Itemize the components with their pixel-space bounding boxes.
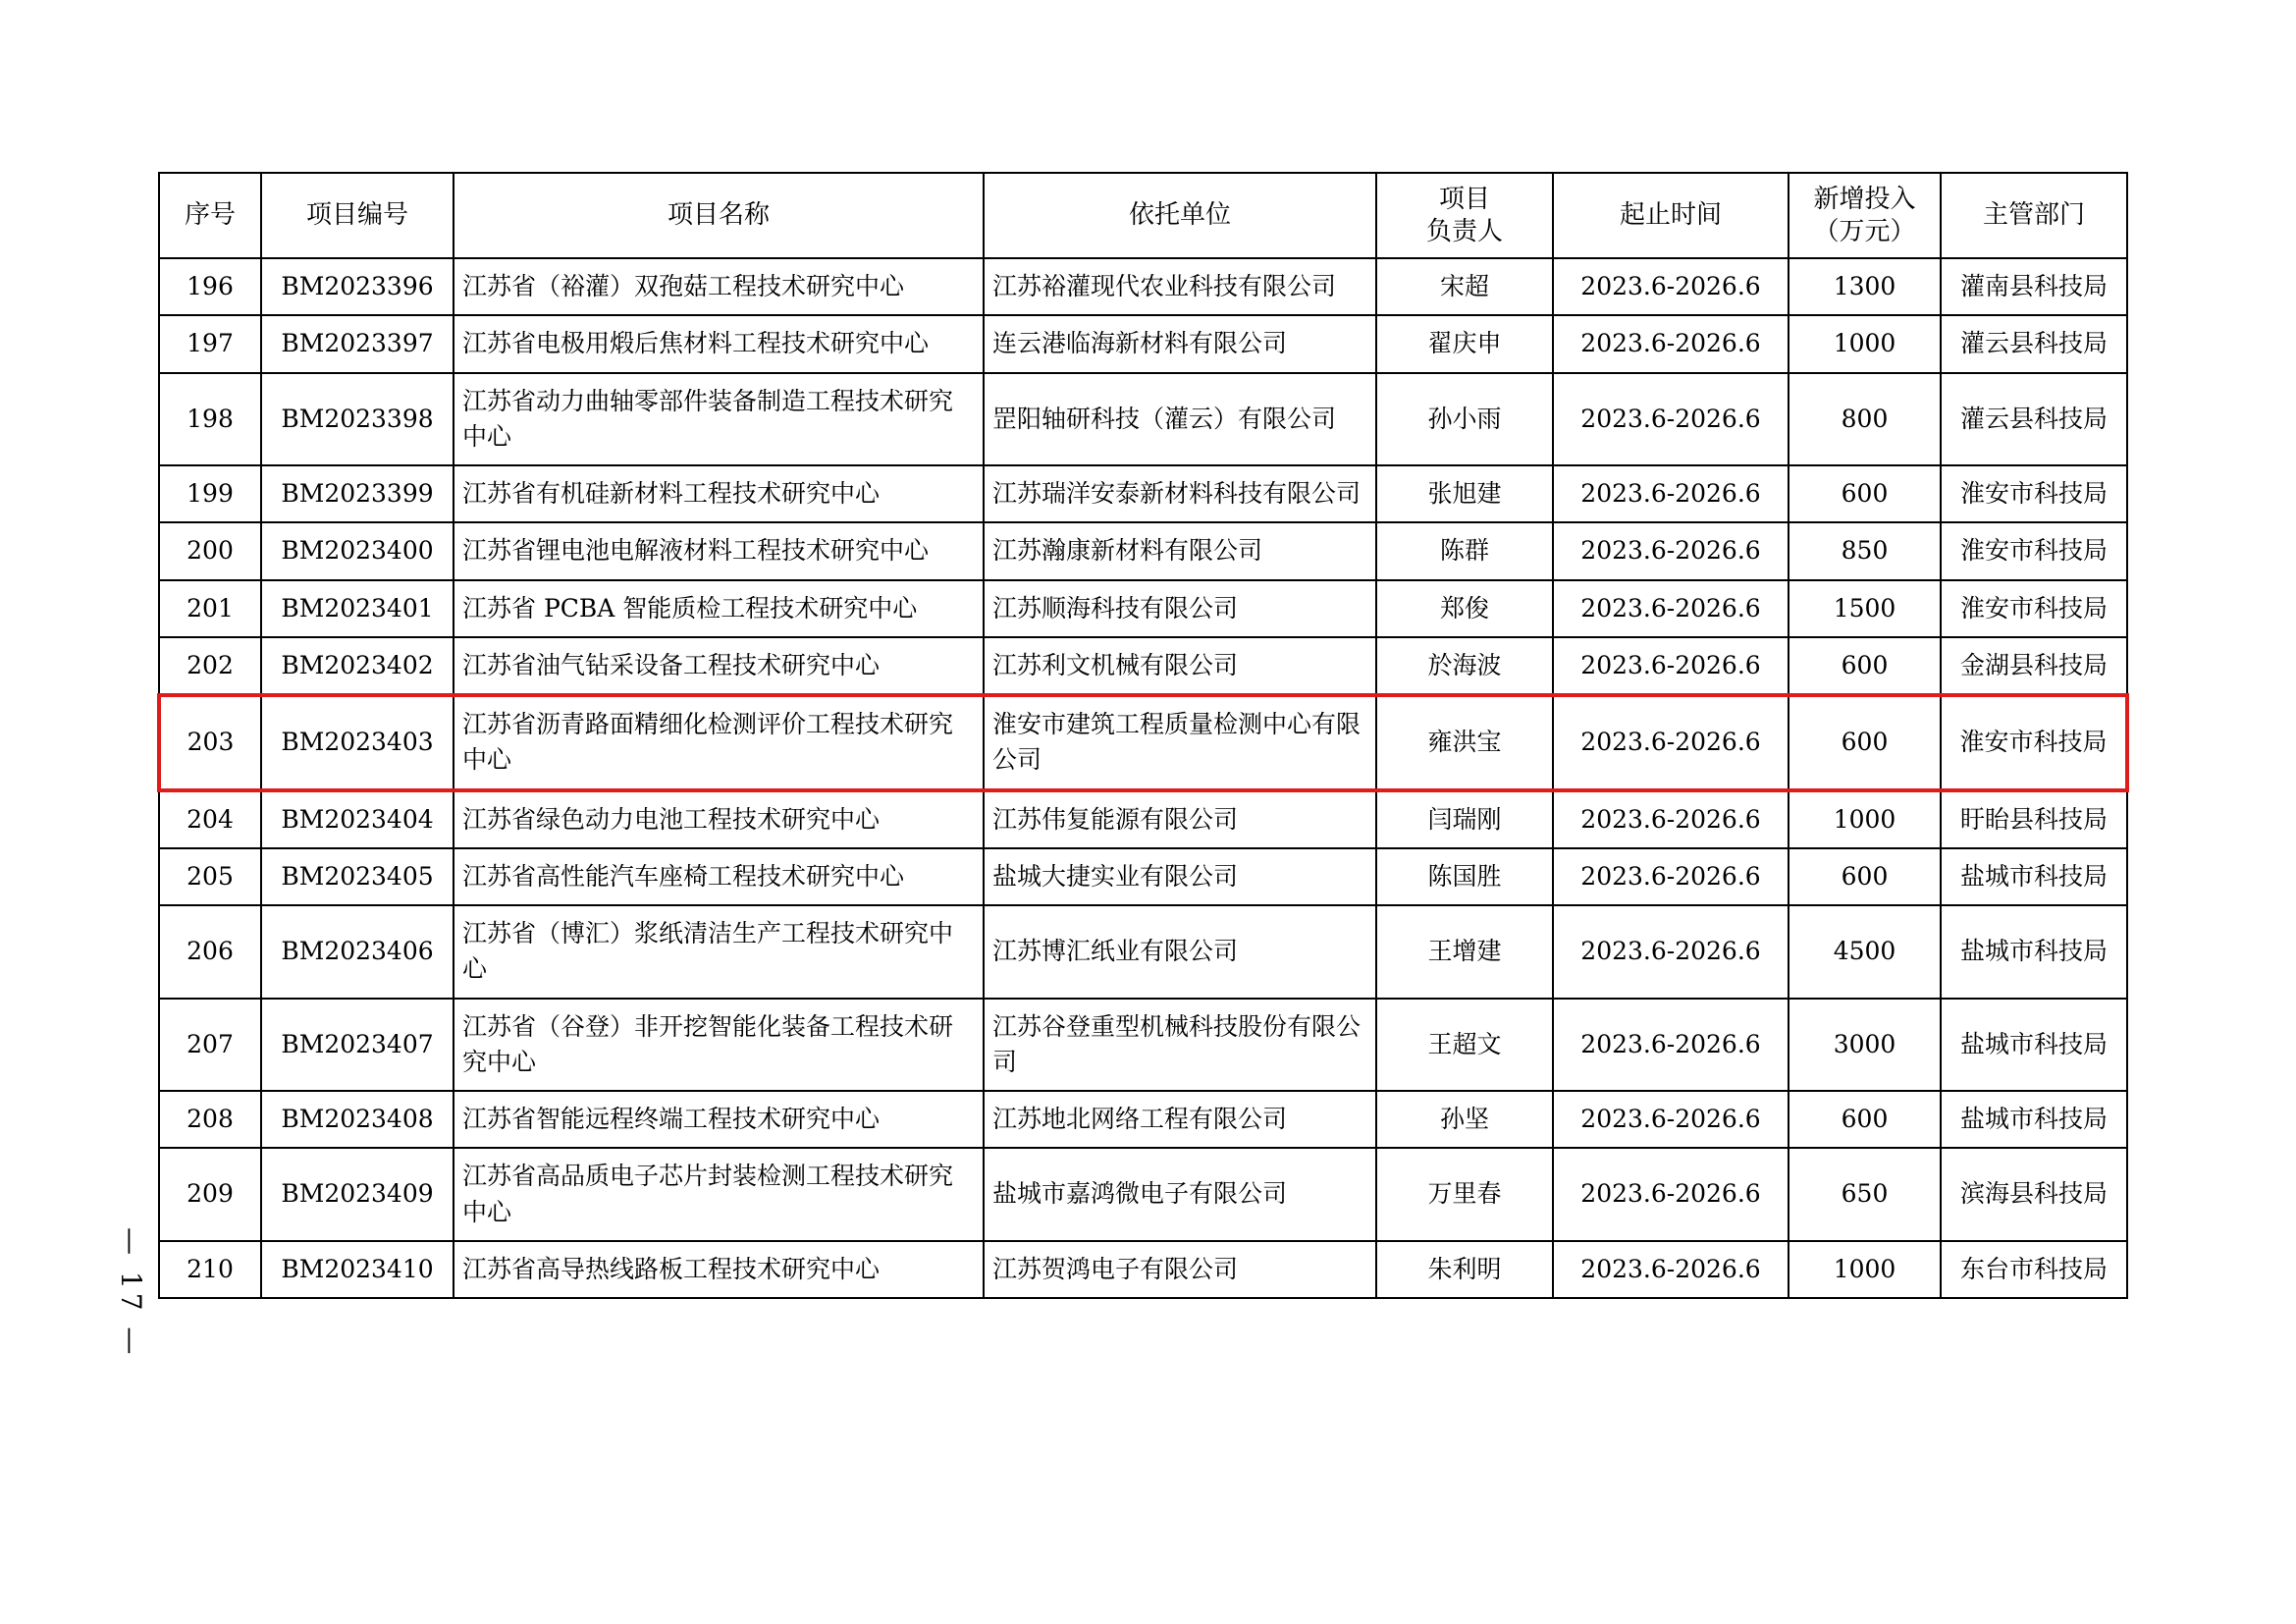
cell-unit: 江苏谷登重型机械科技股份有限公司 [984,999,1376,1092]
column-header-fund [1789,173,1941,258]
column-header-person-line1: 项目 [1438,185,1490,214]
cell-fund: 1000 [1789,1241,1941,1298]
cell-code: BM2023407 [261,999,454,1092]
cell-name: 江苏省绿色动力电池工程技术研究中心 [454,790,984,848]
cell-unit: 江苏伟复能源有限公司 [984,790,1376,848]
table-row [159,1148,2127,1241]
cell-dept: 盐城市科技局 [1941,1091,2127,1148]
cell-time: 2023.6-2026.6 [1553,1148,1789,1241]
cell-code: BM2023403 [261,695,454,790]
cell-person: 孙小雨 [1376,373,1553,466]
cell-fund: 800 [1789,373,1941,466]
cell-code: BM2023401 [261,580,454,637]
cell-seq: 203 [159,695,261,790]
cell-dept: 盐城市科技局 [1941,848,2127,905]
cell-seq: 205 [159,848,261,905]
cell-time: 2023.6-2026.6 [1553,637,1789,695]
column-header-fund-line2: （万元） [1813,216,1916,246]
cell-unit: 江苏瑞洋安泰新材料科技有限公司 [984,465,1376,522]
cell-name: 江苏省沥青路面精细化检测评价工程技术研究中心 [454,695,984,790]
cell-person: 张旭建 [1376,465,1553,522]
cell-unit: 盐城大捷实业有限公司 [984,848,1376,905]
cell-fund: 650 [1789,1148,1941,1241]
cell-name: 江苏省高导热线路板工程技术研究中心 [454,1241,984,1298]
table-header-row [159,173,2127,258]
cell-unit: 连云港临海新材料有限公司 [984,315,1376,372]
cell-time: 2023.6-2026.6 [1553,465,1789,522]
column-header-code: 项目编号 [261,173,454,258]
cell-unit: 江苏地北网络工程有限公司 [984,1091,1376,1148]
cell-seq: 209 [159,1148,261,1241]
cell-unit: 江苏利文机械有限公司 [984,637,1376,695]
cell-code: BM2023404 [261,790,454,848]
cell-fund: 600 [1789,1091,1941,1148]
cell-person: 王增建 [1376,905,1553,999]
cell-name: 江苏省高品质电子芯片封装检测工程技术研究中心 [454,1148,984,1241]
cell-time: 2023.6-2026.6 [1553,1241,1789,1298]
cell-name: 江苏省 PCBA 智能质检工程技术研究中心 [454,580,984,637]
cell-name: 江苏省油气钻采设备工程技术研究中心 [454,637,984,695]
cell-seq: 199 [159,465,261,522]
cell-name: 江苏省智能远程终端工程技术研究中心 [454,1091,984,1148]
cell-fund: 1000 [1789,790,1941,848]
cell-code: BM2023408 [261,1091,454,1148]
cell-seq: 196 [159,258,261,315]
cell-name: 江苏省（谷登）非开挖智能化装备工程技术研究中心 [454,999,984,1092]
cell-dept: 淮安市科技局 [1941,580,2127,637]
cell-person: 孙坚 [1376,1091,1553,1148]
table-row [159,695,2127,790]
cell-person: 雍洪宝 [1376,695,1553,790]
cell-code: BM2023402 [261,637,454,695]
cell-person: 陈群 [1376,522,1553,579]
table-body [159,258,2127,1298]
page-number: — 17 — [115,1227,147,1359]
cell-seq: 206 [159,905,261,999]
cell-person: 陈国胜 [1376,848,1553,905]
cell-dept: 淮安市科技局 [1941,695,2127,790]
cell-seq: 204 [159,790,261,848]
cell-fund: 600 [1789,848,1941,905]
column-header-person [1376,173,1553,258]
cell-person: 万里春 [1376,1148,1553,1241]
table-row [159,258,2127,315]
cell-time: 2023.6-2026.6 [1553,848,1789,905]
cell-time: 2023.6-2026.6 [1553,999,1789,1092]
table-row [159,315,2127,372]
cell-fund: 850 [1789,522,1941,579]
cell-person: 宋超 [1376,258,1553,315]
project-table [157,172,2129,1299]
cell-seq: 198 [159,373,261,466]
table-row [159,905,2127,999]
cell-seq: 210 [159,1241,261,1298]
cell-name: 江苏省（博汇）浆纸清洁生产工程技术研究中心 [454,905,984,999]
cell-time: 2023.6-2026.6 [1553,1091,1789,1148]
column-header-name: 项目名称 [454,173,984,258]
table-row [159,522,2127,579]
table-row [159,790,2127,848]
cell-time: 2023.6-2026.6 [1553,373,1789,466]
cell-dept: 盱眙县科技局 [1941,790,2127,848]
column-header-dept: 主管部门 [1941,173,2127,258]
cell-person: 朱利明 [1376,1241,1553,1298]
column-header-person-line2: 负责人 [1425,216,1503,246]
cell-seq: 197 [159,315,261,372]
cell-code: BM2023397 [261,315,454,372]
cell-time: 2023.6-2026.6 [1553,790,1789,848]
cell-unit: 淮安市建筑工程质量检测中心有限公司 [984,695,1376,790]
cell-dept: 灌云县科技局 [1941,315,2127,372]
cell-fund: 3000 [1789,999,1941,1092]
cell-code: BM2023406 [261,905,454,999]
cell-fund: 600 [1789,637,1941,695]
cell-time: 2023.6-2026.6 [1553,580,1789,637]
cell-code: BM2023399 [261,465,454,522]
cell-name: 江苏省动力曲轴零部件装备制造工程技术研究中心 [454,373,984,466]
cell-time: 2023.6-2026.6 [1553,258,1789,315]
column-header-seq: 序号 [159,173,261,258]
table-row [159,1241,2127,1298]
cell-name: 江苏省有机硅新材料工程技术研究中心 [454,465,984,522]
cell-person: 翟庆申 [1376,315,1553,372]
cell-seq: 201 [159,580,261,637]
cell-fund: 1300 [1789,258,1941,315]
cell-dept: 淮安市科技局 [1941,465,2127,522]
table-row [159,465,2127,522]
cell-dept: 淮安市科技局 [1941,522,2127,579]
column-header-fund-line1: 新增投入 [1813,185,1916,214]
cell-code: BM2023396 [261,258,454,315]
table-header [159,173,2127,258]
table-row [159,999,2127,1092]
cell-person: 闫瑞刚 [1376,790,1553,848]
cell-time: 2023.6-2026.6 [1553,522,1789,579]
cell-dept: 灌南县科技局 [1941,258,2127,315]
cell-name: 江苏省高性能汽车座椅工程技术研究中心 [454,848,984,905]
cell-time: 2023.6-2026.6 [1553,695,1789,790]
cell-unit: 江苏顺海科技有限公司 [984,580,1376,637]
cell-seq: 208 [159,1091,261,1148]
table-row [159,637,2127,695]
cell-fund: 600 [1789,695,1941,790]
cell-seq: 200 [159,522,261,579]
cell-fund: 1500 [1789,580,1941,637]
cell-dept: 盐城市科技局 [1941,999,2127,1092]
table-row [159,848,2127,905]
cell-dept: 盐城市科技局 [1941,905,2127,999]
cell-unit: 盐城市嘉鸿微电子有限公司 [984,1148,1376,1241]
cell-name: 江苏省锂电池电解液材料工程技术研究中心 [454,522,984,579]
cell-code: BM2023398 [261,373,454,466]
cell-fund: 1000 [1789,315,1941,372]
cell-dept: 金湖县科技局 [1941,637,2127,695]
cell-person: 王超文 [1376,999,1553,1092]
column-header-time: 起止时间 [1553,173,1789,258]
cell-unit: 罡阳轴研科技（灌云）有限公司 [984,373,1376,466]
cell-dept: 东台市科技局 [1941,1241,2127,1298]
cell-fund: 600 [1789,465,1941,522]
cell-unit: 江苏贺鸿电子有限公司 [984,1241,1376,1298]
cell-code: BM2023410 [261,1241,454,1298]
cell-code: BM2023409 [261,1148,454,1241]
cell-name: 江苏省（裕灌）双孢菇工程技术研究中心 [454,258,984,315]
cell-code: BM2023405 [261,848,454,905]
cell-time: 2023.6-2026.6 [1553,905,1789,999]
cell-person: 於海波 [1376,637,1553,695]
table-row [159,580,2127,637]
table-row [159,1091,2127,1148]
cell-dept: 滨海县科技局 [1941,1148,2127,1241]
cell-code: BM2023400 [261,522,454,579]
cell-unit: 江苏裕灌现代农业科技有限公司 [984,258,1376,315]
cell-person: 郑俊 [1376,580,1553,637]
project-table-container [157,172,2125,1299]
cell-unit: 江苏博汇纸业有限公司 [984,905,1376,999]
cell-name: 江苏省电极用煅后焦材料工程技术研究中心 [454,315,984,372]
table-row [159,373,2127,466]
cell-dept: 灌云县科技局 [1941,373,2127,466]
cell-seq: 207 [159,999,261,1092]
cell-time: 2023.6-2026.6 [1553,315,1789,372]
cell-fund: 4500 [1789,905,1941,999]
cell-unit: 江苏瀚康新材料有限公司 [984,522,1376,579]
column-header-unit: 依托单位 [984,173,1376,258]
cell-seq: 202 [159,637,261,695]
